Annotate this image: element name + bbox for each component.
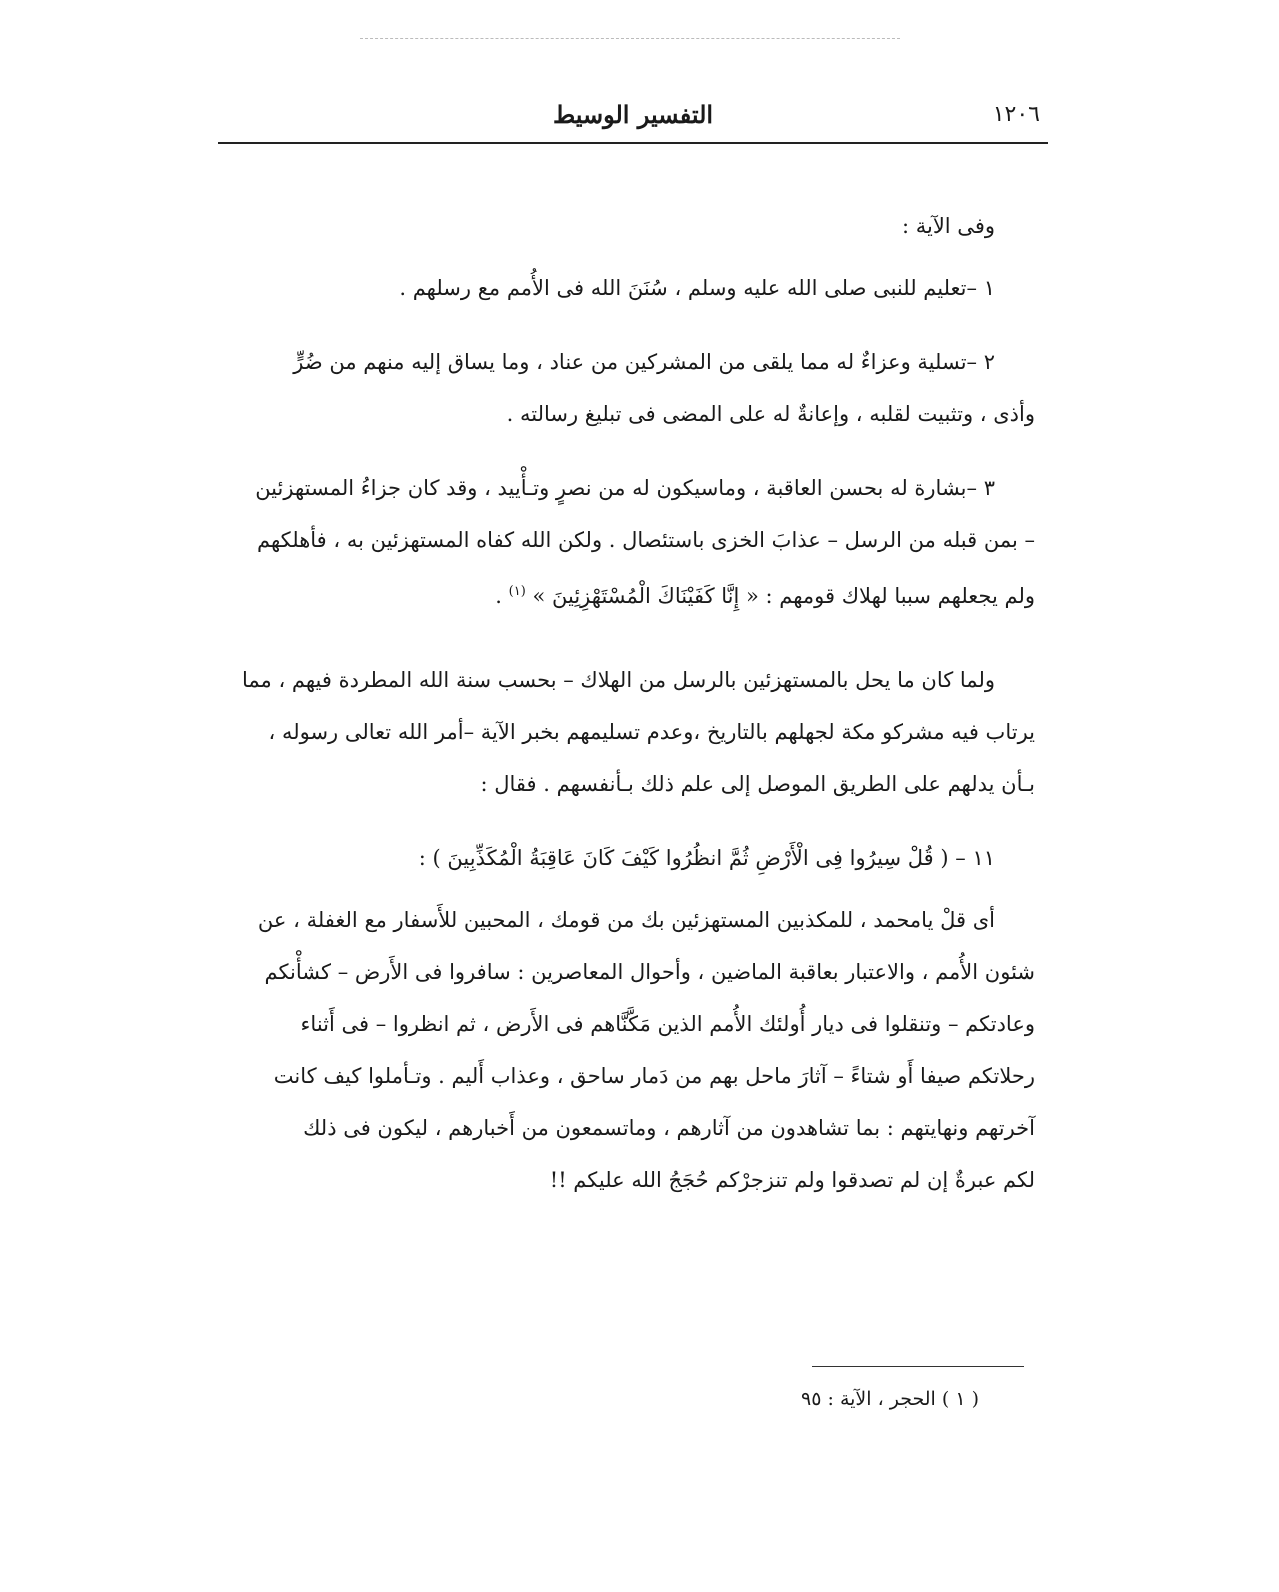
para-5-line-2: شئون الأُمم ، والاعتبار بعاقبة الماضين ، وأحوال المعاصرين : سافروا فى الأَرض – كشأْنكم xyxy=(264,960,1035,984)
page-number: ١٢٠٦ xyxy=(992,102,1040,127)
point-3-line-3: ولم يجعلهم سببا لهلاك قومهم : « إِنَّا كَفَيْنَاكَ الْمُسْتَهْزِئِينَ » $^{(١)}$ . xyxy=(495,584,1035,608)
point-2-line-2: وأذى ، وتثبيت لقلبه ، وإعانةٌ له على المضى فى تبليغ رسالته . xyxy=(506,402,1035,426)
scan-artifact-line xyxy=(360,38,900,39)
page-header xyxy=(218,96,1048,144)
para-5-line-1: أى قلْ يامحمد ، للمكذبين المستهزئين بك من قومك ، المحبين للأَسفار مع الغفلة ، عن xyxy=(257,908,995,932)
para-4-line-3: بـأن يدلهم على الطريق الموصل إلى علم ذلك بـأنفسهم . فقال : xyxy=(480,772,1035,796)
intro-line: وفى الآية : xyxy=(901,214,995,238)
point-2-line-1: ٢ –تسلية وعزاءٌ له مما يلقى من المشركين من عناد ، وما يساق إليه منهم من ضُرٍّ xyxy=(293,350,995,374)
quran-quote: ولم يجعلهم سببا لهلاك قومهم : « إِنَّا كَفَيْنَاكَ الْمُسْتَهْزِئِينَ » xyxy=(532,584,1035,608)
footnote: ( ١ ) الحجر ، الآية : ٩٥ xyxy=(801,1388,979,1410)
point-3-line-2: – بمن قبله من الرسل – عذابَ الخزى باستئصال . ولكن الله كفاه المستهزئين به ، فأهلكهم xyxy=(256,528,1035,552)
para-4-line-1: ولما كان ما يحل بالمستهزئين بالرسل من الهلاك – بحسب سنة الله المطردة فيهم ، مما xyxy=(241,668,995,692)
para-4-line-2: يرتاب فيه مشركو مكة لجهلهم بالتاريخ ،وعدم تسليمهم بخبر الآية –أمر الله تعالى رسوله ، xyxy=(268,720,1035,744)
header-rule xyxy=(218,142,1048,144)
verse-11: ١١ – ( قُلْ سِيرُوا فِى الْأَرْضِ ثُمَّ انظُرُوا كَيْفَ كَانَ عَاقِبَةُ الْمُكَذِّبِينَ ) : xyxy=(418,846,995,870)
point-3-line-1: ٣ –بشارة له بحسن العاقبة ، وماسيكون له من نصرٍ وتـأْييد ، وقد كان جزاءُ المستهزئين xyxy=(255,476,995,500)
running-title: التفسير الوسيط xyxy=(552,100,714,129)
para-5-line-3: وعادتكم – وتنقلوا فى ديار أُولئك الأُمم الذين مَكَّنَّاهم فى الأَرض ، ثم انظروا – فى أَثناء xyxy=(300,1012,1035,1036)
para-5-line-6: لكم عبرةٌ إن لم تصدقوا ولم تنزجرْكم حُجَجُ الله عليكم !! xyxy=(549,1168,1035,1192)
para-5-line-5: آخرتهم ونهايتهم : بما تشاهدون من آثارهم ، وماتسمعون من أَخبارهم ، ليكون فى ذلك xyxy=(303,1116,1035,1140)
main-text xyxy=(205,200,1035,1206)
footnote-marker: (١) xyxy=(508,584,526,599)
point-1: ١ –تعليم للنبى صلى الله عليه وسلم ، سُنَنَ الله فى الأُمم مع رسلهم . xyxy=(399,276,995,300)
footnote-rule xyxy=(812,1366,1024,1367)
para-5-line-4: رحلاتكم صيفا أَو شتاءً – آثارَ ماحل بهم من دَمار ساحق ، وعذاب أَليم . وتـأملوا كيف كانت xyxy=(273,1064,1035,1088)
